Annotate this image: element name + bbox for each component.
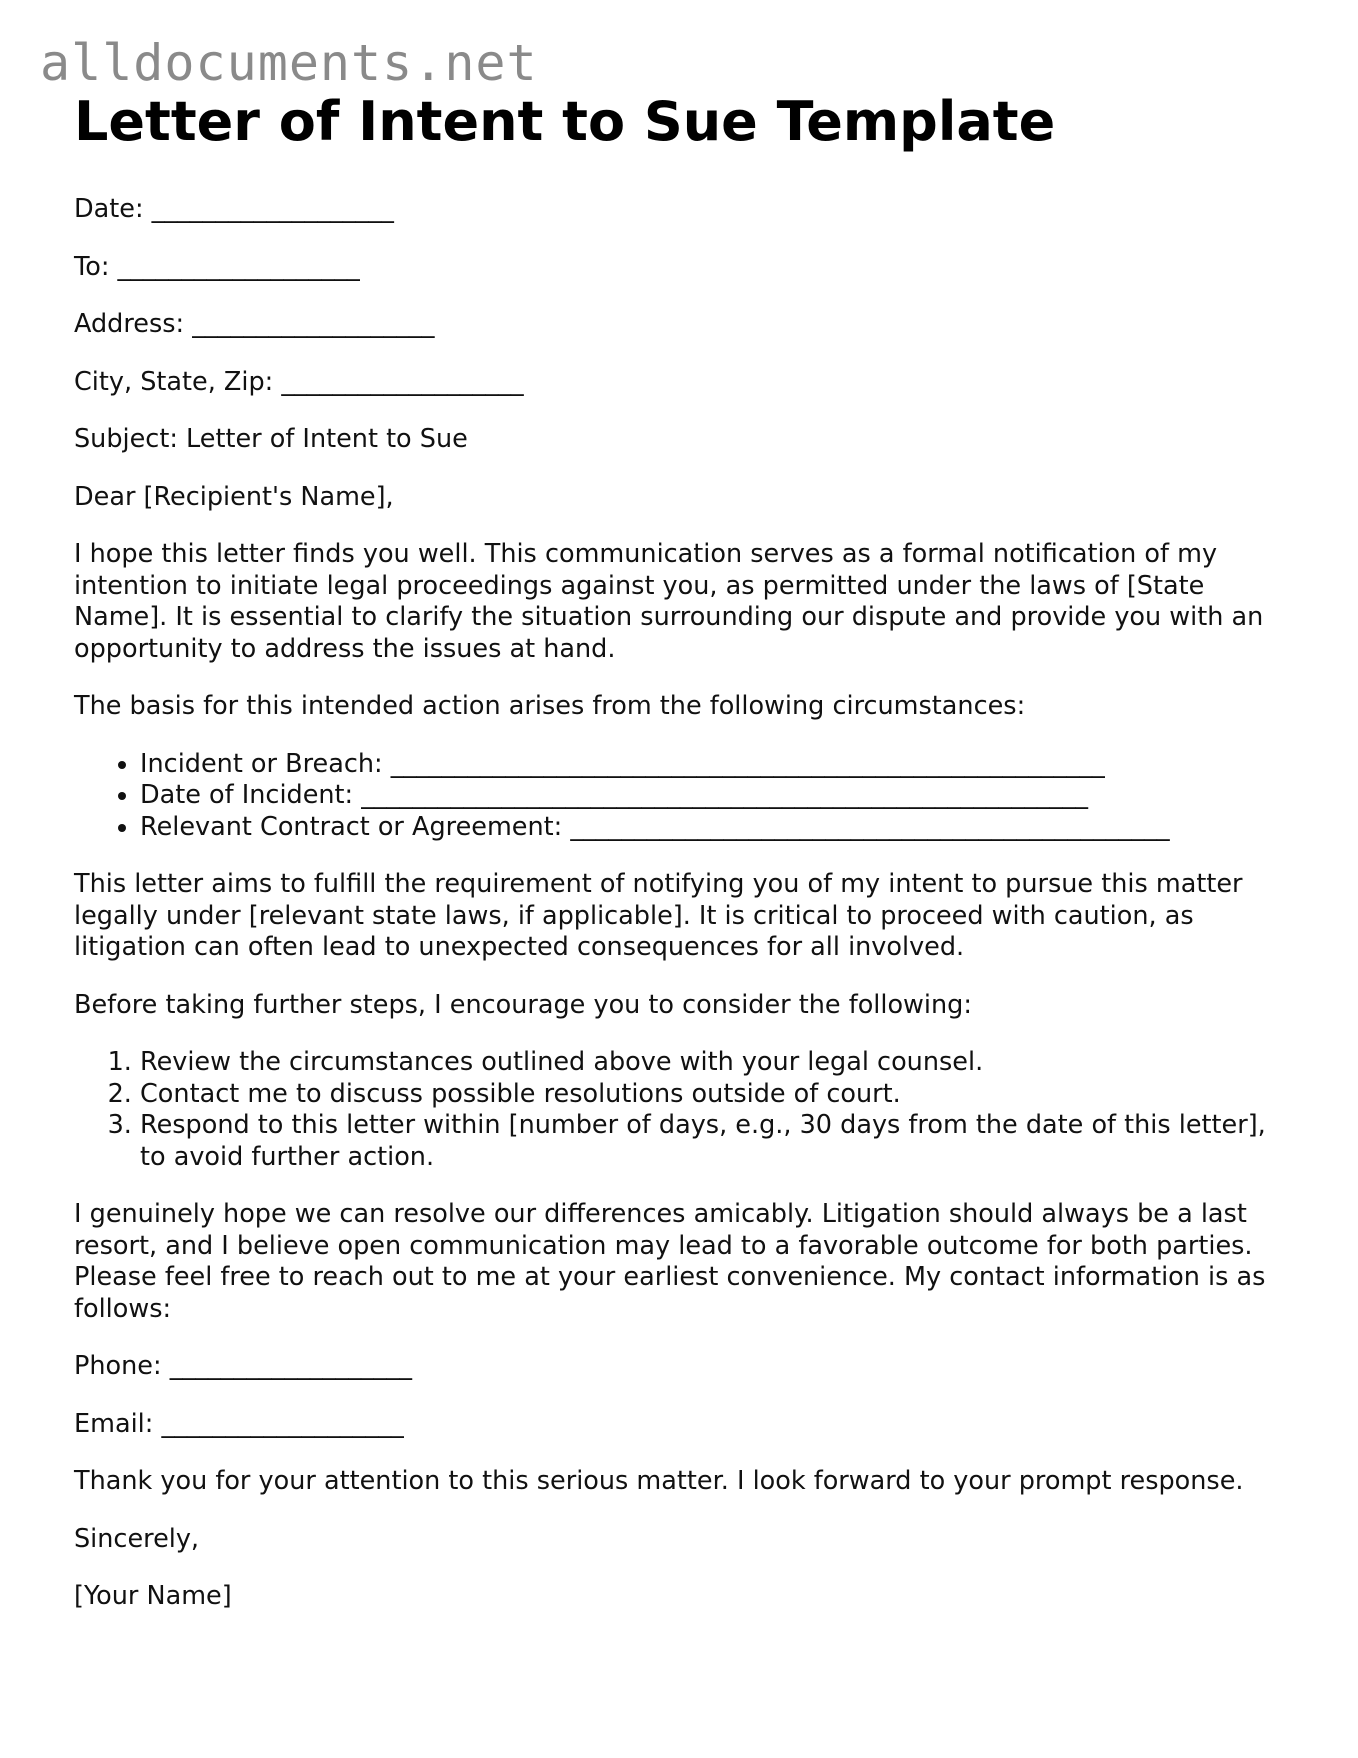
list-item: 1. Review the circumstances outlined above with your legal counsel. xyxy=(140,1047,1294,1079)
address-field: Address: ___________________ xyxy=(74,309,435,340)
list-item: • Incident or Breach: ________________________________________________________ xyxy=(140,749,1294,781)
contact-fields xyxy=(74,1351,1294,1440)
to-field: To: ___________________ xyxy=(74,251,360,282)
letter-body xyxy=(74,194,1294,1613)
contract-blank[interactable]: _______________________________________________ xyxy=(570,811,1170,842)
circumstances-list xyxy=(74,749,1294,844)
paragraph-basis: The basis for this intended action arises from the following circumstances: xyxy=(74,691,1026,722)
email-blank[interactable]: ___________________ xyxy=(161,1408,404,1439)
subject-line: Subject: Letter of Intent to Sue xyxy=(74,424,468,455)
watermark: alldocuments.net xyxy=(40,34,538,92)
paragraph-before-steps: Before taking further steps, I encourage you to consider the following: xyxy=(74,989,972,1020)
email-field: Email: ___________________ xyxy=(74,1408,404,1439)
to-blank[interactable]: ___________________ xyxy=(117,251,360,282)
steps-list xyxy=(74,1047,1294,1173)
list-item: • Date of Incident: _________________________________________________________ xyxy=(140,780,1294,812)
header-fields xyxy=(74,194,1294,398)
paragraph-requirement: This letter aims to fulfill the requirement of notifying you of my intent to pursue this matter legally under [relevant state laws, if applicable]. It is critical to proceed with caution, as litigation can often lead to unexpected consequences for all involved. xyxy=(74,869,1243,963)
paragraph-thanks: Thank you for your attention to this serious matter. I look forward to your prompt response. xyxy=(74,1466,1244,1497)
address-blank[interactable]: ___________________ xyxy=(192,309,435,340)
incident-blank[interactable]: ________________________________________________________ xyxy=(390,748,1105,779)
list-item: 2. Contact me to discuss possible resolutions outside of court. xyxy=(140,1079,1294,1111)
document-page xyxy=(74,92,1294,1639)
date-blank[interactable]: ___________________ xyxy=(151,194,394,225)
signature: [Your Name] xyxy=(74,1581,232,1612)
paragraph-intro: I hope this letter finds you well. This communication serves as a formal notification of my intention to initiate legal proceedings against you, as permitted under the laws of [State Name]. It is essential to clarify the situation surrounding our dispute and provide you with an opportunity to address the issues at hand. xyxy=(74,539,1264,664)
city-state-zip-field: City, State, Zip: ___________________ xyxy=(74,366,524,397)
phone-field: Phone: ___________________ xyxy=(74,1351,412,1382)
paragraph-resolution: I genuinely hope we can resolve our differences amicably. Litigation should always be a last resort, and I believe open communication may lead to a favorable outcome for both parties. Please feel free to reach out to me at your earliest convenience. My contact information is as follows: xyxy=(74,1199,1266,1324)
city-state-zip-blank[interactable]: ___________________ xyxy=(281,366,524,397)
incident-date-blank[interactable]: _________________________________________________________ xyxy=(361,780,1089,811)
phone-blank[interactable]: ___________________ xyxy=(169,1351,412,1382)
salutation: Dear [Recipient's Name], xyxy=(74,481,394,512)
page-title: Letter of Intent to Sue Template xyxy=(74,90,1056,153)
list-item: • Relevant Contract or Agreement: _______________________________________________ xyxy=(140,812,1294,844)
date-field: Date: ___________________ xyxy=(74,194,394,225)
closing: Sincerely, xyxy=(74,1523,200,1554)
list-item: 3. Respond to this letter within [number of days, e.g., 30 days from the date of this letter], to avoid further action. xyxy=(140,1110,1294,1173)
